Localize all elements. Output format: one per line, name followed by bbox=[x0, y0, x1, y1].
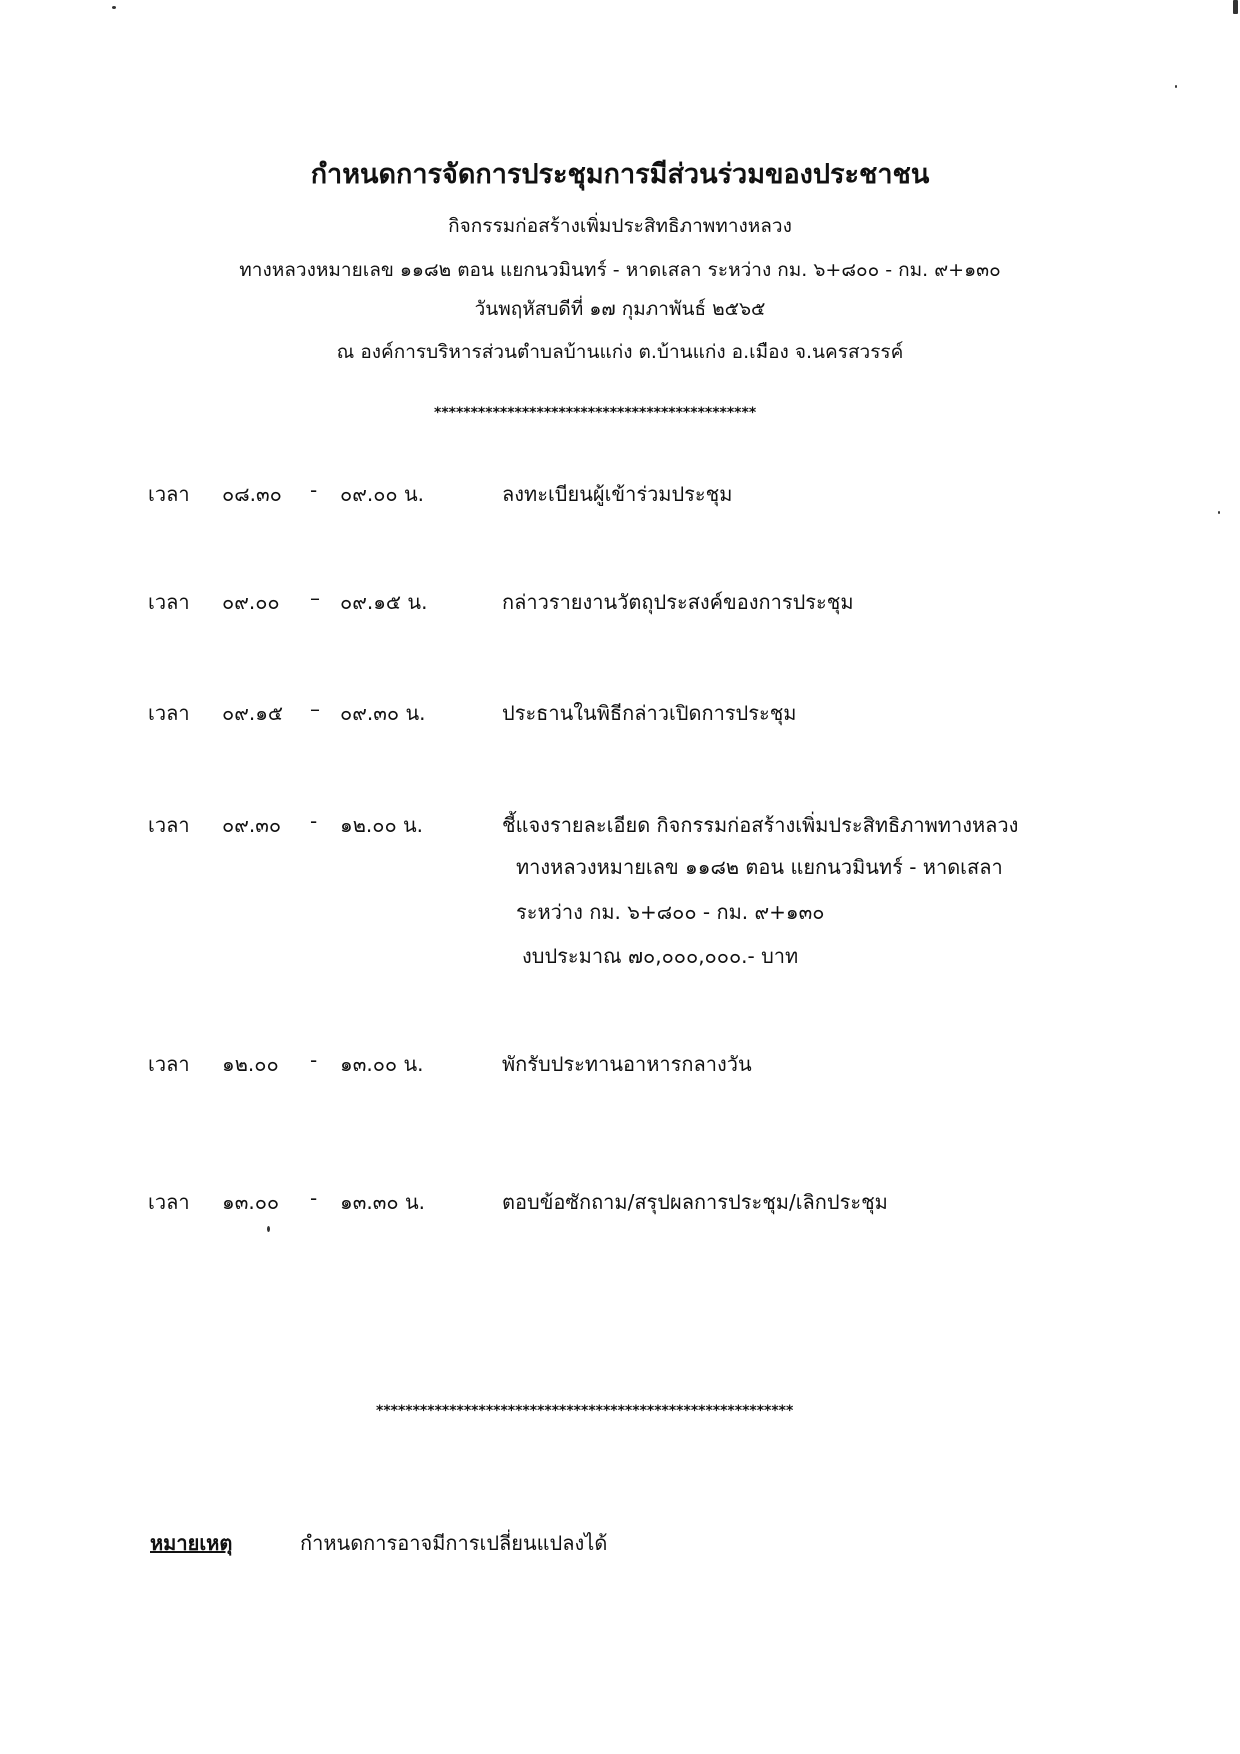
time-label: เวลา bbox=[148, 813, 190, 837]
activity-description: ลงทะเบียนผู้เข้าร่วมประชุม bbox=[502, 482, 733, 506]
activity-description: ตอบข้อซักถาม/สรุปผลการประชุม/เลิกประชุม bbox=[502, 1190, 888, 1214]
document-title: กำหนดการจัดการประชุมการมีส่วนร่วมของประชาชน bbox=[310, 159, 930, 190]
activity-description: กล่าวรายงานวัตถุประสงค์ของการประชุม bbox=[502, 590, 854, 614]
schedule-row bbox=[0, 697, 1240, 737]
activity-detail-line: ระหว่าง กม. ๖+๘๐๐ - กม. ๙+๑๓๐ bbox=[516, 900, 825, 924]
time-dash: – bbox=[310, 586, 320, 610]
scan-speck bbox=[1233, 0, 1238, 14]
time-label: เวลา bbox=[148, 482, 190, 506]
start-time: ๑๒.๐๐ bbox=[222, 1052, 279, 1076]
activity-description: ชี้แจงรายละเอียด กิจกรรมก่อสร้างเพิ่มประสิทธิภาพทางหลวง bbox=[502, 813, 1019, 837]
note-label: หมายเหตุ bbox=[150, 1531, 233, 1555]
time-dash: - bbox=[310, 1186, 318, 1210]
time-dash: - bbox=[310, 809, 318, 833]
schedule-row bbox=[0, 809, 1240, 849]
scan-speck bbox=[267, 1226, 270, 1232]
schedule-row bbox=[0, 1186, 1240, 1226]
meeting-venue: ณ องค์การบริหารส่วนตำบลบ้านแก่ง ต.บ้านแก่ง อ.เมือง จ.นครสวรรค์ bbox=[336, 341, 904, 363]
time-label: เวลา bbox=[148, 1052, 190, 1076]
activity-description: ประธานในพิธีกล่าวเปิดการประชุม bbox=[502, 701, 797, 725]
time-label: เวลา bbox=[148, 1190, 190, 1214]
end-time: ๐๙.๓๐ น. bbox=[340, 701, 426, 725]
activity-description: พักรับประทานอาหารกลางวัน bbox=[502, 1052, 752, 1076]
end-time: ๑๒.๐๐ น. bbox=[340, 813, 424, 837]
time-label: เวลา bbox=[148, 590, 190, 614]
scan-speck bbox=[1218, 511, 1220, 514]
end-time: ๐๙.๑๕ น. bbox=[340, 590, 428, 614]
schedule-row bbox=[0, 478, 1240, 518]
separator-bottom: ********************************************************* bbox=[376, 1403, 794, 1419]
scan-speck bbox=[1175, 85, 1177, 88]
activity-detail-line: ทางหลวงหมายเลข ๑๑๘๒ ตอน แยกนวมินทร์ - หาดเสลา bbox=[516, 855, 1003, 879]
end-time: ๑๓.๐๐ น. bbox=[340, 1052, 424, 1076]
schedule-row bbox=[0, 1048, 1240, 1088]
start-time: ๐๙.๑๕ bbox=[222, 701, 284, 725]
separator-top: ******************************************** bbox=[434, 405, 757, 421]
highway-section: ทางหลวงหมายเลข ๑๑๘๒ ตอน แยกนวมินทร์ - หาดเสลา ระหว่าง กม. ๖+๘๐๐ - กม. ๙+๑๓๐ bbox=[239, 259, 1001, 281]
time-dash: - bbox=[310, 478, 318, 502]
start-time: ๑๓.๐๐ bbox=[222, 1190, 280, 1214]
end-time: ๐๙.๐๐ น. bbox=[340, 482, 425, 506]
schedule-row bbox=[0, 586, 1240, 626]
time-label: เวลา bbox=[148, 701, 190, 725]
time-dash: – bbox=[310, 697, 320, 721]
activity-budget: งบประมาณ ๗๐,๐๐๐,๐๐๐.- บาท bbox=[522, 944, 799, 968]
start-time: ๐๘.๓๐ bbox=[222, 482, 282, 506]
scan-speck bbox=[112, 6, 116, 9]
note-text: กำหนดการอาจมีการเปลี่ยนแปลงได้ bbox=[300, 1531, 608, 1555]
start-time: ๐๙.๐๐ bbox=[222, 590, 280, 614]
start-time: ๐๙.๓๐ bbox=[222, 813, 282, 837]
meeting-date: วันพฤหัสบดีที่ ๑๗ กุมภาพันธ์ ๒๕๖๕ bbox=[474, 298, 766, 320]
time-dash: - bbox=[310, 1048, 318, 1072]
project-name: กิจกรรมก่อสร้างเพิ่มประสิทธิภาพทางหลวง bbox=[448, 215, 792, 237]
end-time: ๑๓.๓๐ น. bbox=[340, 1190, 425, 1214]
